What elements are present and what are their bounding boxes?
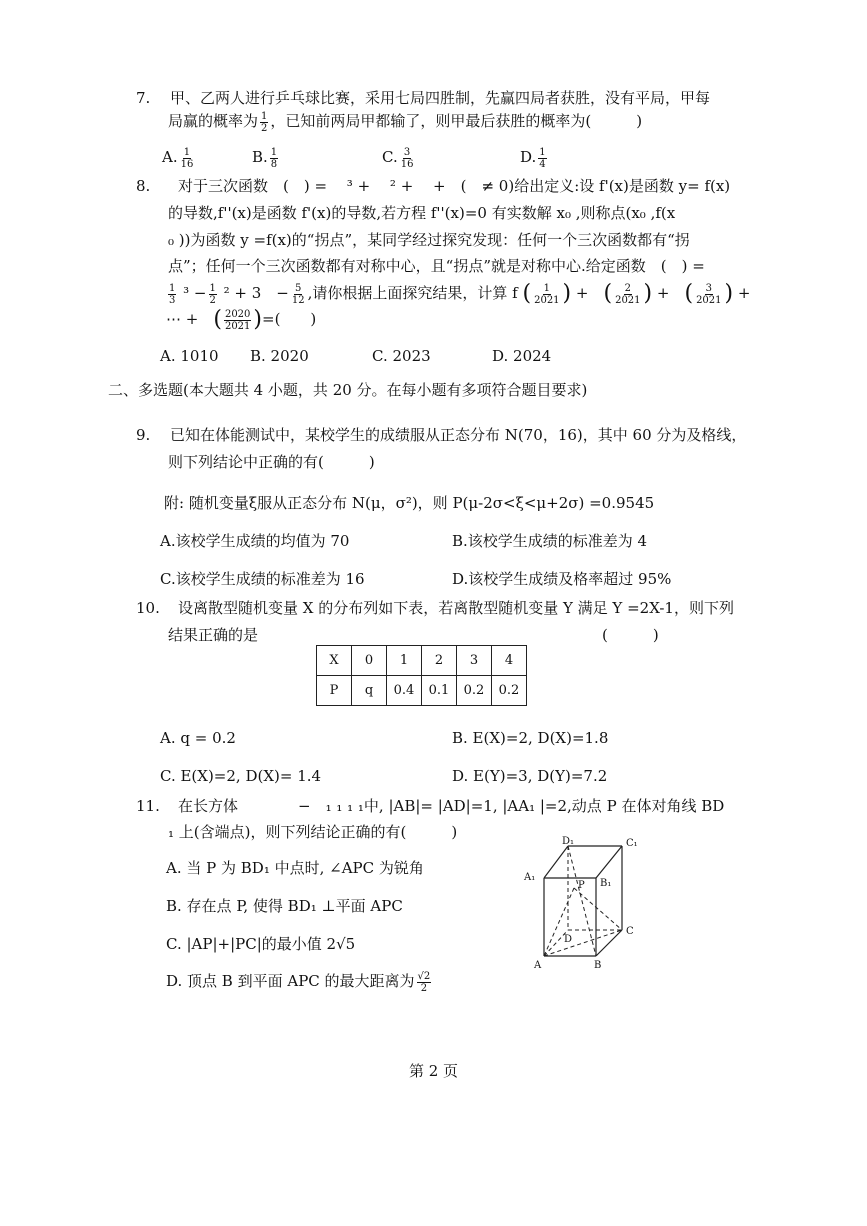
table-cell: P bbox=[317, 676, 352, 706]
label-b1: B₁ bbox=[600, 878, 612, 889]
label-p: P bbox=[578, 880, 585, 891]
q8-line3: ₀ ))为函数 y =f(x)的“拐点”，某同学经过探究发现：任何一个三次函数都有“拐 bbox=[168, 231, 690, 249]
segment-pa bbox=[544, 888, 574, 956]
fraction-num: 1 bbox=[183, 146, 191, 158]
q11-option-d-text: D. 顶点 B 到平面 APC 的最大距离为 bbox=[166, 972, 415, 990]
table-cell: 0 bbox=[352, 646, 387, 676]
q11-option-a: A. 当 P 为 BD₁ 中点时, ∠APC 为锐角 bbox=[166, 859, 424, 877]
fraction-num: 3 bbox=[705, 282, 712, 294]
fraction-num: 1 bbox=[539, 146, 546, 158]
table-cell: 0.4 bbox=[387, 676, 422, 706]
label-d1: D₁ bbox=[562, 836, 575, 847]
fraction-num: 1 bbox=[169, 282, 176, 294]
q11-option-c: C. |AP|+|PC|的最小值 2√5 bbox=[166, 935, 356, 953]
q8-f1-fraction bbox=[533, 283, 560, 306]
fraction-num: √2 bbox=[417, 970, 431, 982]
fraction-den: 2021 bbox=[534, 294, 560, 306]
q8-f2-fraction bbox=[614, 283, 641, 306]
q8-option-b: B. 2020 bbox=[250, 347, 309, 365]
q9-note: 附: 随机变量ξ服从正态分布 N(μ，σ²)，则 P(μ-2σ<ξ<μ+2σ) =0.9545 bbox=[164, 494, 655, 512]
option-label: D. bbox=[520, 148, 537, 166]
q9-line1: 已知在体能测试中，某校学生的成绩服从正态分布 N(70，16)，其中 60 分为及格线， bbox=[170, 426, 747, 444]
fraction-den: 8 bbox=[270, 158, 278, 170]
q8-line1: 对于三次函数 ( ) = ³ + ² + + ( ≠ 0)给出定义:设 f'(x)是函数 y= f(x) bbox=[178, 177, 731, 195]
q8-line6-prefix: ⋯ + bbox=[166, 310, 199, 328]
q8-option-d: D. 2024 bbox=[492, 347, 552, 365]
section2-title: 二、多选题(本大题共 4 小题，共 20 分。在每小题有多项符合题目要求) bbox=[108, 381, 588, 399]
option-fraction bbox=[180, 147, 195, 170]
fraction-num: 1 bbox=[270, 146, 278, 158]
fraction-den: 2021 bbox=[696, 294, 722, 306]
fraction-den: 12 bbox=[291, 294, 305, 306]
table-cell: 2 bbox=[422, 646, 457, 676]
fraction-den: 3 bbox=[169, 294, 176, 306]
edge-b-c bbox=[596, 930, 622, 956]
q7-prob-fraction bbox=[260, 111, 268, 134]
q7-option-b bbox=[252, 144, 280, 170]
label-d: D bbox=[564, 934, 573, 945]
fraction-num: 3 bbox=[403, 146, 411, 158]
q8-f4-fraction bbox=[224, 309, 251, 332]
q8-option-c: C. 2023 bbox=[372, 347, 431, 365]
q7-prob-num: 1 bbox=[261, 110, 268, 122]
cuboid-figure bbox=[518, 834, 670, 974]
option-fraction bbox=[400, 147, 415, 170]
table-cell: X bbox=[317, 646, 352, 676]
label-b: B bbox=[594, 960, 602, 971]
q11-option-d bbox=[166, 966, 433, 996]
q8-f3-fraction bbox=[695, 283, 722, 306]
q9-option-c: C.该校学生成绩的标准差为 16 bbox=[160, 570, 365, 588]
fraction-den: 16 bbox=[400, 158, 414, 170]
q8-line2: 的导数,f''(x)是函数 f'(x)的导数,若方程 f''(x)=0 有实数解 x₀ ,则称点(x₀ ,f(x bbox=[168, 204, 676, 222]
distribution-table bbox=[316, 645, 527, 706]
q7-line2 bbox=[168, 108, 642, 134]
q9-line2: 则下列结论中正确的有( ) bbox=[168, 453, 375, 471]
label-a1: A₁ bbox=[524, 872, 536, 883]
table-row bbox=[317, 646, 527, 676]
q8-line6-suffix: =( ) bbox=[262, 310, 317, 328]
page-number: 第 2 页 bbox=[408, 1062, 459, 1080]
q8-line4: 点”；任何一个三次函数都有对称中心，且“拐点”就是对称中心.给定函数 ( ) = bbox=[168, 257, 705, 275]
q7-option-a bbox=[162, 144, 196, 170]
table-row bbox=[317, 676, 527, 706]
table-cell: 0.2 bbox=[457, 676, 492, 706]
option-label: A. bbox=[162, 148, 178, 166]
q9-number: 9. bbox=[136, 426, 151, 444]
table-cell: 4 bbox=[492, 646, 527, 676]
fraction-num: 1 bbox=[543, 282, 550, 294]
label-c1: C₁ bbox=[626, 838, 638, 849]
q9-option-a: A.该校学生成绩的均值为 70 bbox=[160, 532, 350, 550]
table-cell: 0.2 bbox=[492, 676, 527, 706]
option-label: B. bbox=[252, 148, 268, 166]
q10-option-a: A. q = 0.2 bbox=[160, 729, 236, 747]
q10-line2: 结果正确的是 bbox=[168, 626, 259, 644]
fraction-den: 2021 bbox=[615, 294, 641, 306]
segment-pc bbox=[574, 888, 622, 930]
diagonal-bd1 bbox=[568, 846, 596, 956]
fraction-den: 4 bbox=[539, 158, 546, 170]
fraction-num: 1 bbox=[209, 282, 216, 294]
option-label: C. bbox=[382, 148, 398, 166]
label-a: A bbox=[534, 960, 542, 971]
edge-b1-c1 bbox=[596, 846, 622, 878]
q9-option-b: B.该校学生成绩的标准差为 4 bbox=[452, 532, 648, 550]
fraction-num: 5 bbox=[295, 282, 302, 294]
q8-number: 8. bbox=[136, 177, 151, 195]
q10-option-c: C. E(X)=2, D(X)= 1.4 bbox=[160, 767, 322, 785]
q9-option-d: D.该校学生成绩及格率超过 95% bbox=[452, 570, 672, 588]
q7-option-d bbox=[520, 144, 549, 170]
table-cell: q bbox=[352, 676, 387, 706]
q7-line2-suffix: ，已知前两局甲都输了，则甲最后获胜的概率为( ) bbox=[270, 112, 643, 130]
q11-option-d-fraction bbox=[417, 971, 432, 994]
edge-a1-d1 bbox=[544, 846, 568, 878]
q11-line2: ₁ 上(含端点)，则下列结论正确的有( ) bbox=[168, 823, 458, 841]
table-cell: 1 bbox=[387, 646, 422, 676]
q7-line2-prefix: 局赢的概率为 bbox=[168, 112, 259, 130]
fraction-den: 2 bbox=[209, 294, 216, 306]
q8-option-a: A. 1010 bbox=[160, 347, 219, 365]
q7-line1: 甲、乙两人进行乒乓球比赛，采用七局四胜制，先赢四局者获胜，没有平局，甲每 bbox=[170, 89, 711, 107]
option-fraction bbox=[270, 147, 278, 170]
label-c: C bbox=[626, 926, 634, 937]
q10-line1: 设离散型随机变量 X 的分布列如下表，若离散型随机变量 Y 满足 Y =2X-1，则下列 bbox=[178, 599, 734, 617]
q7-number: 7. bbox=[136, 89, 151, 107]
q11-line1: 在长方体 − ₁ ₁ ₁ ₁中, |AB|= |AD|=1, |AA₁ |=2,动点 P 在体对角线 BD bbox=[178, 797, 725, 815]
q10-option-d: D. E(Y)=3, D(Y)=7.2 bbox=[452, 767, 608, 785]
fraction-num: 2020 bbox=[224, 308, 251, 320]
q8-line6: ⋯ + ( $\frac{2020}{2021}$ )=( ) bbox=[166, 307, 317, 332]
q10-option-b: B. E(X)=2, D(X)=1.8 bbox=[452, 729, 609, 747]
table-cell: 0.1 bbox=[422, 676, 457, 706]
fraction-den: 2 bbox=[420, 982, 428, 994]
q11-option-b: B. 存在点 P, 使得 BD₁ ⊥平面 APC bbox=[166, 897, 403, 915]
q10-number: 10. bbox=[136, 599, 160, 617]
q10-answer-paren: ( ) bbox=[602, 626, 659, 644]
option-fraction bbox=[538, 147, 546, 170]
table-cell: 3 bbox=[457, 646, 492, 676]
q11-number: 11. bbox=[136, 797, 160, 815]
fraction-num: 2 bbox=[624, 282, 631, 294]
q8-line5: $\frac{1}{3}$ ³ − $\frac{1}{2}$ ² + 3 − $\frac{5}{12}$ ,请你根据上面探究结果，计算 f ( $\frac{1}{2021}$ ) + ( $\frac{2}{2021}$ ) + ( $\frac{3}{2021}$ ) + bbox=[169, 281, 751, 306]
q7-option-c bbox=[382, 144, 416, 170]
q8-line5-text: 请你根据上面探究结果，计算 f bbox=[312, 284, 518, 302]
fraction-den: 2021 bbox=[224, 320, 251, 332]
q7-prob-den: 2 bbox=[261, 122, 268, 134]
fraction-den: 16 bbox=[180, 158, 194, 170]
